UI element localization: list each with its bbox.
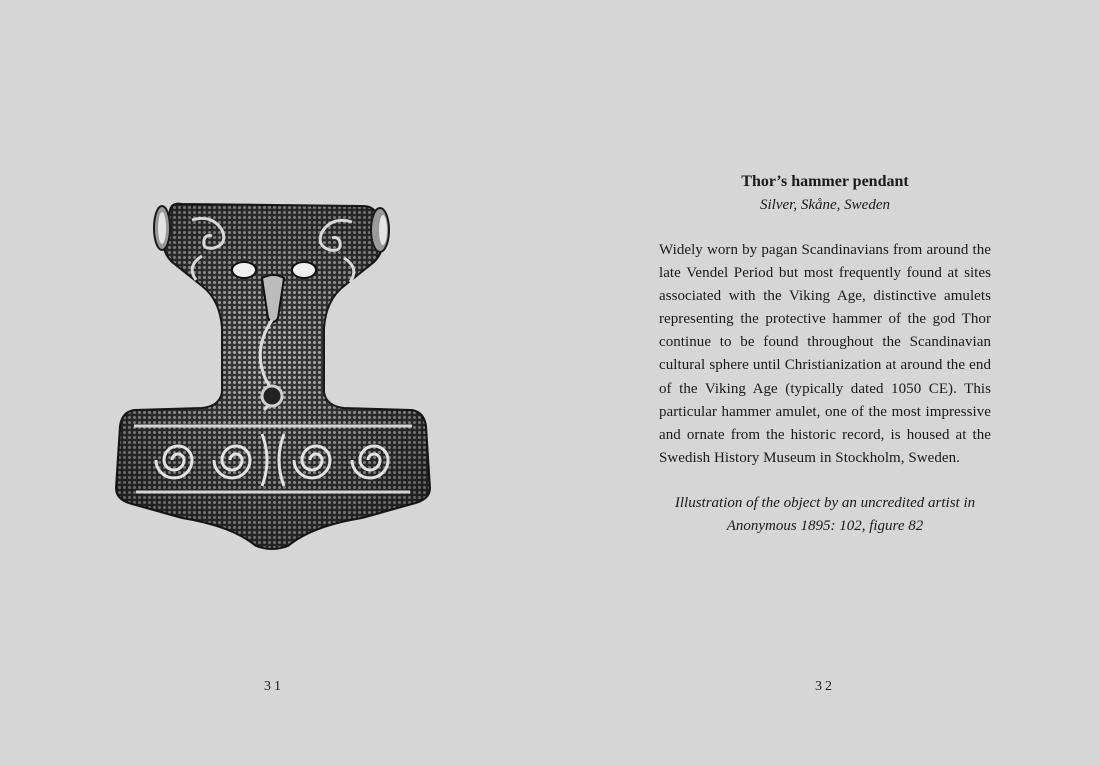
description-paragraph: Widely worn by pagan Scandinavians from around the late Vendel Period but most frequently found at sites associated with the Viking Age, distinctive amulets representing the protective hammer of the god Thor continue to be found throughout the Scandinavian cultural sphere until Christianization at around the end of the Viking Age (typically dated 1050 CE). This particular hammer amulet, one of the most impressive and ornate from the historic record, is housed at the Swedish History Museum in Stockholm, Sweden. (659, 242, 991, 466)
object-subtitle: Silver, Skåne, Sweden (760, 197, 890, 213)
caption-line-1: Illustration of the object by an uncredited artist in (674, 495, 976, 511)
page-number-right: 32 (815, 679, 835, 694)
caption-line-2: Anonymous 1895: 102, figure 82 (726, 518, 924, 534)
object-title: Thor’s hammer pendant (741, 173, 909, 190)
illustration-caption (670, 492, 980, 538)
right-page (550, 0, 1100, 766)
thors-hammer-illustration (112, 200, 434, 550)
page-number-left: 31 (264, 679, 284, 694)
